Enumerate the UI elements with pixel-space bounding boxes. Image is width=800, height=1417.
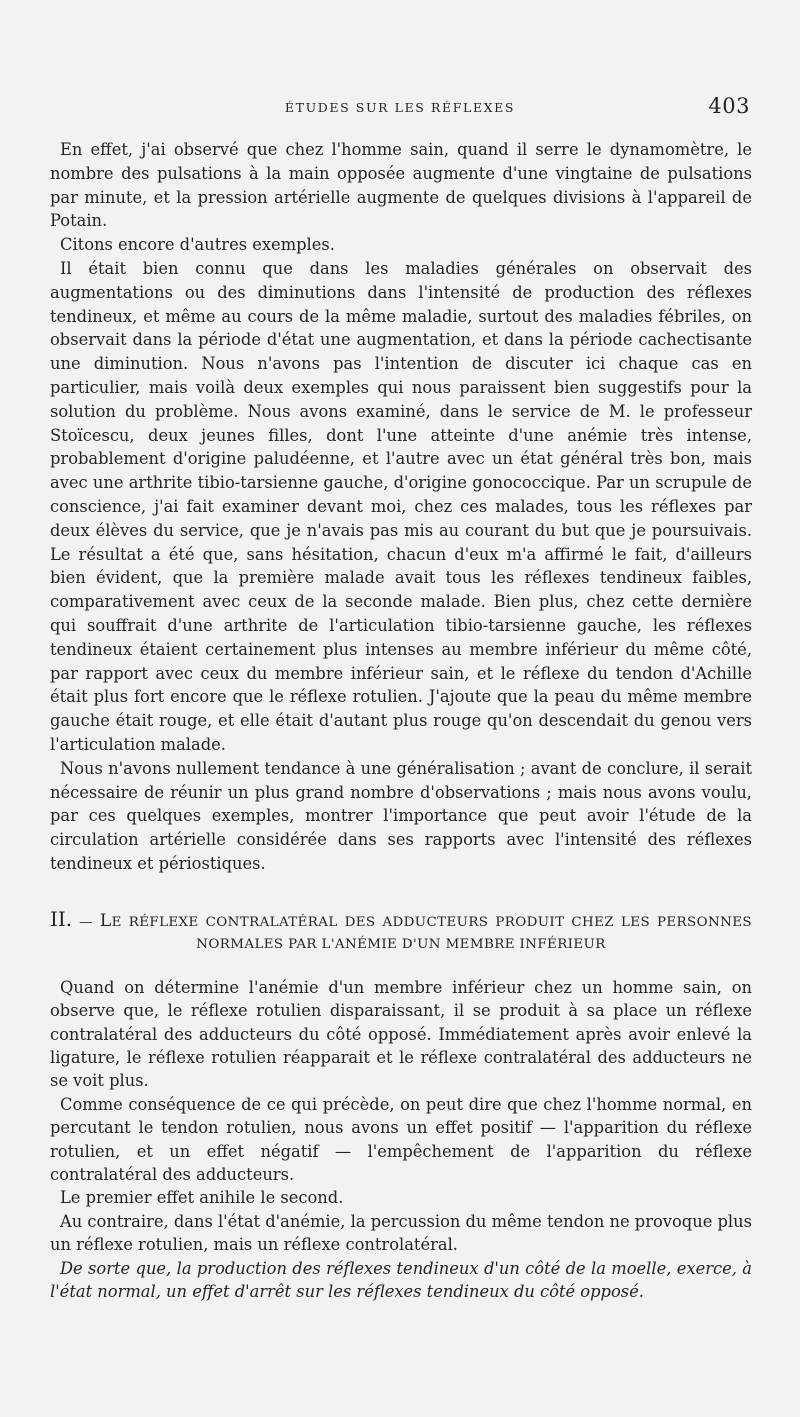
paragraph-examples: Citons encore d'autres exemples. bbox=[60, 235, 335, 255]
conclusion-text: la production des réflexes tendineux d'un côté de la moelle, exerce, à l'état normal, un effet d'arrêt sur les réflexes tendineux du côté opposé. bbox=[50, 1258, 752, 1301]
section-dash: — bbox=[79, 914, 93, 930]
paragraph-conclusion bbox=[50, 1257, 752, 1304]
paragraph-generalisation: Nous n'avons nullement tendance à une généralisation ; avant de conclure, il serait nécessaire de réunir un plus grand nombre d'observations ; mais nous avons voulu, par ces quelques exemples, montrer l'importance que peut avoir l'étude de la circulation artérielle considérée dans ses rapports avec l'intensité des réflexes tendineux et périostiques. bbox=[50, 758, 752, 873]
running-head bbox=[50, 94, 750, 120]
running-title: ÉTUDES SUR LES RÉFLEXES bbox=[284, 100, 516, 115]
paragraph-dynamometer: En effet, j'ai observé que chez l'homme sain, quand il serre le dynamomètre, le nombre des pulsations à la main opposée augmente d'une vingtaine de pulsations par minute, et la pression artérielle augmente de quelques divisions à l'appareil de Potain. bbox=[50, 140, 752, 231]
paragraph-contrary: Au contraire, dans l'état d'anémie, la percussion du même tendon ne provoque plus un réflexe rotulien, mais un réflexe controlatéral. bbox=[50, 1211, 752, 1255]
paragraph-first-effect: Le premier effet anihile le second. bbox=[60, 1188, 344, 1208]
paragraph-anemia: Quand on détermine l'anémie d'un membre inférieur chez un homme sain, on observe que, le réflexe rotulien disparaissant, il se produit à sa place un réflexe contralatéral des adducteurs du côté opposé. Immédiatement après avoir enlevé la ligature, le réflexe rotulien réapparait et le réflexe contralatéral des adducteurs ne se voit plus. bbox=[50, 977, 752, 1091]
section-title: E RÉFLEXE CONTRALATÉRAL DES ADDUCTEURS PRODUIT CHEZ LES PERSONNES NORMALES PAR L'ANÉMIE D'UN MEMBRE INFÉRIEUR bbox=[111, 914, 752, 952]
section-heading bbox=[50, 908, 752, 956]
paragraph-general-diseases: Il était bien connu que dans les maladies générales on observait des augmentations ou des diminutions dans l'intensité de production des réflexes tendineux, et même au cours de la même maladie, surtout des maladies fébriles, on observait dans la période d'état une augmentation, et dans la période cachectisante une diminution. Nous n'avons pas l'intention de discuter ici chaque cas en particulier, mais voilà deux exemples qui nous paraissent bien suggestifs pour la solution du problème. Nous avons examiné, dans le service de M. le professeur Stoïcescu, deux jeunes filles, dont l'une atteinte d'une anémie très intense, probablement d'origine paludéenne, et l'autre avec un état général très bon, mais avec une arthrite tibio-tarsienne gauche, d'origine gonococcique. Par un scrupule de conscience, j'ai fait examiner devant moi, chez ces malades, tous les réflexes par deux élèves du service, que je n'avais pas mis au courant du but que je poursuivais. Le résultat a été que, sans hésitation, chacun d'eux m'a affirmé le fait, d'ailleurs bien évident, que la première malade avait tous les réflexes tendineux faibles, comparativement avec ceux de la seconde malade. Bien plus, chez cette dernière qui souffrait d'une arthrite de l'articulation tibio-tarsienne gauche, les réflexes tendineux étaient certainement plus intenses au membre inférieur du même côté, par rapport avec ceux du membre inférieur sain, et le réflexe du tendon d'Achille était plus fort encore que le réflexe rotulien. J'ajoute que la peau du même membre gauche était rouge, et elle était d'autant plus rouge qu'on descendait du genou vers l'articulation malade. bbox=[50, 258, 752, 754]
section-numeral: II. bbox=[50, 906, 73, 931]
body-text bbox=[50, 138, 752, 1303]
page-number: 403 bbox=[708, 94, 750, 118]
paragraph-consequence: Comme conséquence de ce qui précède, on peut dire que chez l'homme normal, en percutant le tendon rotulien, nous avons un effet positif — l'apparition du réflexe rotulien, et un effet négatif — l'empêchement de l'apparition du réflexe contralatéral des adducteurs. bbox=[50, 1094, 752, 1184]
conclusion-lead: De sorte que, bbox=[60, 1258, 172, 1278]
section-initial: L bbox=[99, 910, 112, 931]
